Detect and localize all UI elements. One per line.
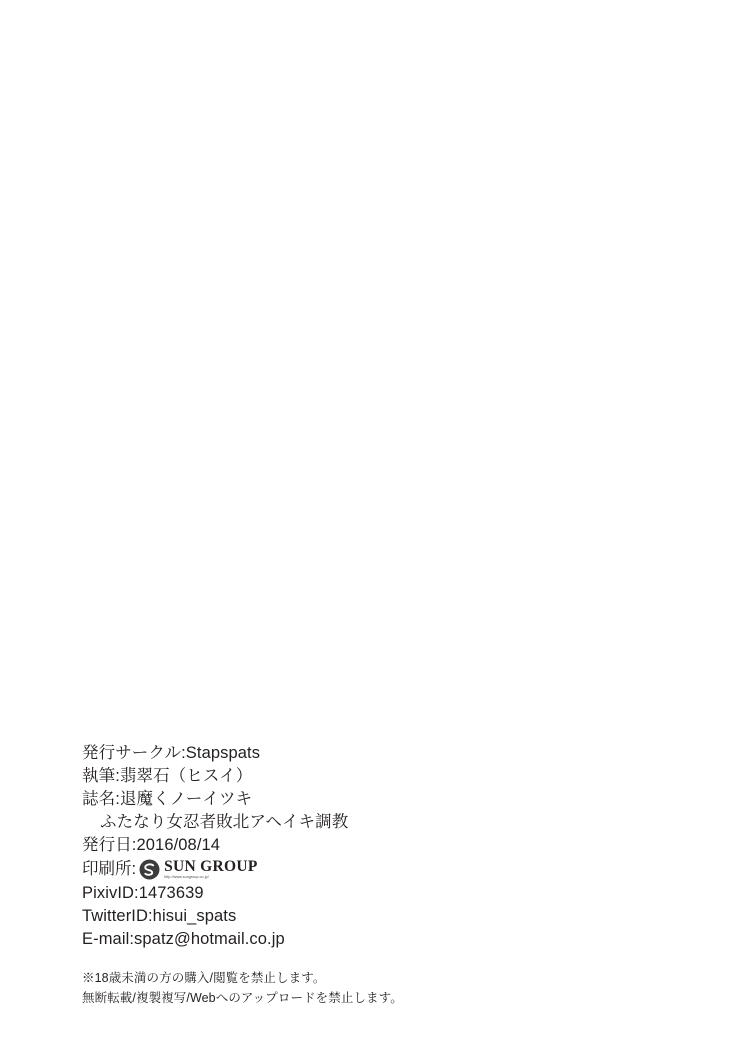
colophon-subtitle: ふたなり女忍者敗北アヘイキ調教 bbox=[100, 813, 349, 831]
sun-circle-icon bbox=[139, 859, 160, 880]
sun-group-name: SUN GROUP bbox=[164, 858, 258, 876]
notice-reproduction-ban: 無断転載/複製複写/Webへのアップロードを禁止します。 bbox=[82, 991, 403, 1005]
colophon-block bbox=[82, 742, 662, 951]
notice-block bbox=[82, 968, 662, 1008]
colophon-publish-date: 発行日:2016/08/14 bbox=[82, 836, 221, 854]
colophon-email: E-mail:spatz@hotmail.co.jp bbox=[82, 930, 285, 948]
colophon-twitter-id: TwitterID:hisui_spats bbox=[82, 907, 237, 925]
colophon-printer-row bbox=[82, 857, 662, 882]
sun-group-wordmark bbox=[164, 859, 258, 879]
notice-age-restriction: ※18歳未満の方の購入/閲覧を禁止します。 bbox=[82, 971, 326, 985]
colophon-circle: 発行サークル:Stapspats bbox=[82, 744, 261, 762]
colophon-pixiv-id: PixivID:1473639 bbox=[82, 884, 204, 902]
sun-group-url: http://www.sungroup.co.jp/ bbox=[164, 874, 209, 879]
colophon-title: 誌名:退魔くノーイツキ bbox=[82, 790, 253, 808]
printer-label: 印刷所: bbox=[82, 860, 137, 878]
sun-group-logo bbox=[139, 859, 258, 880]
colophon-author: 執筆:翡翠石（ヒスイ） bbox=[82, 767, 253, 785]
